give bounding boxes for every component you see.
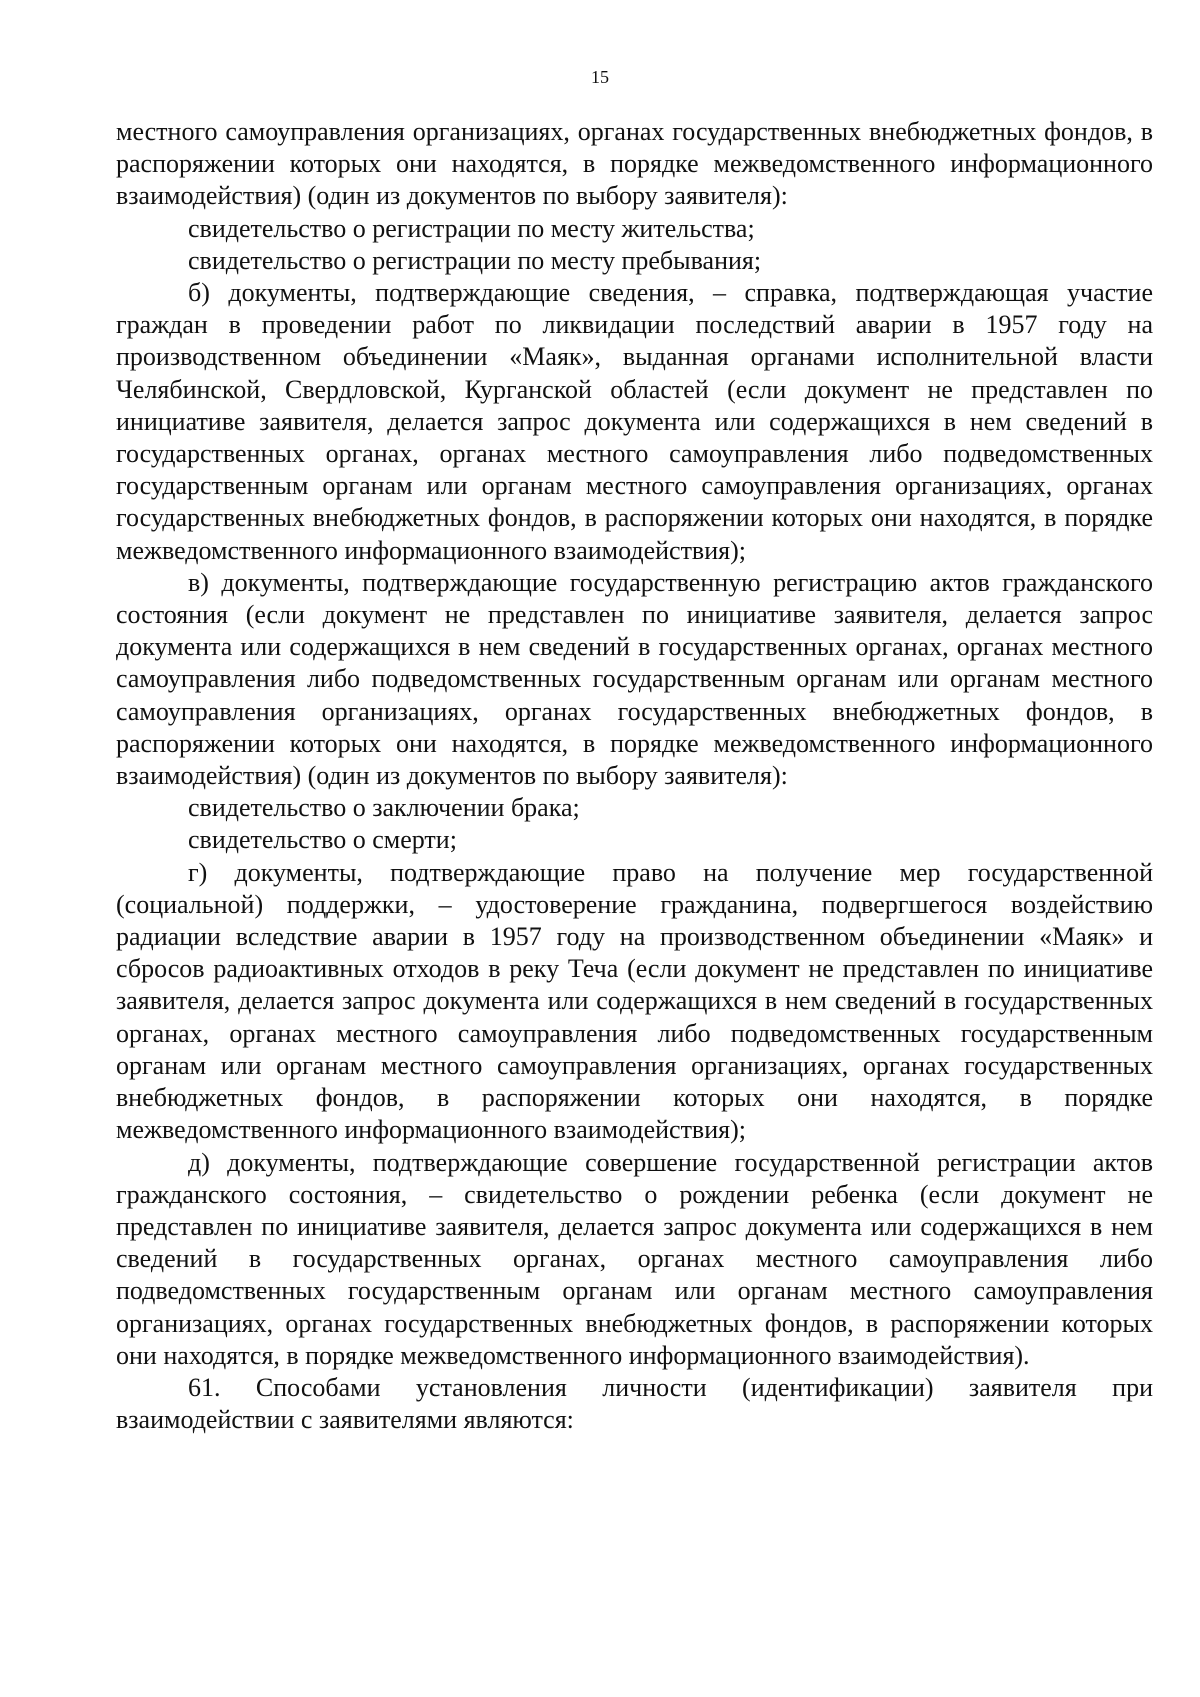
paragraph-item-d: д) документы, подтверждающие совершение государственной регистрации актов гражданского состояния, – свидетельство о рождении ребенка (если документ не представлен по инициативе заявителя, делается запрос документа или содержащихся в нем сведений в государственных органах, органах местного самоуправления либо подведомственных государственным органам или органам местного самоуправления организациях, органах государственных внебюджетных фондов, в распоряжении которых они находятся, в порядке межведомственного информационного взаимодействия).	[116, 1147, 1153, 1370]
paragraph-clause-61: 61. Способами установления личности (идентификации) заявителя при взаимодействии с заявителями являются:	[116, 1372, 1153, 1435]
document-body	[116, 116, 1153, 1436]
list-item-residence-registration: свидетельство о регистрации по месту жительства;	[188, 213, 755, 243]
paragraph-item-g: г) документы, подтверждающие право на получение мер государственной (социальной) поддержки, – удостоверение гражданина, подвергшегося воздействию радиации вследствие аварии в 1957 году на производственном объединении «Маяк» и сбросов радиоактивных отходов в реку Теча (если документ не представлен по инициативе заявителя, делается запрос документа или содержащихся в нем сведений в государственных органах, органах местного самоуправления либо подведомственных государственным органам или органам местного самоуправления организациях, органах государственных внебюджетных фондов, в распоряжении которых они находятся, в порядке межведомственного информационного взаимодействия);	[116, 857, 1153, 1145]
list-item-marriage-certificate: свидетельство о заключении брака;	[188, 793, 580, 823]
page-number: 15	[591, 67, 609, 87]
paragraph-item-b: б) документы, подтверждающие сведения, – справка, подтверждающая участие граждан в проведении работ по ликвидации последствий аварии в 1957 году на производственном объединении «Маяк», выданная органами исполнительной власти Челябинской, Свердловской, Курганской областей (если документ не представлен по инициативе заявителя, делается запрос документа или содержащихся в нем сведений в государственных органах, органах местного самоуправления либо подведомственных государственным органам или органам местного самоуправления организациях, органах государственных внебюджетных фондов, в распоряжении которых они находятся, в порядке межведомственного информационного взаимодействия);	[116, 278, 1153, 565]
list-item-stay-registration: свидетельство о регистрации по месту пребывания;	[188, 245, 762, 275]
paragraph-continuation: местного самоуправления организациях, органах государственных внебюджетных фондов, в распоряжении которых они находятся, в порядке межведомственного информационного взаимодействия) (один из документов по выбору заявителя):	[116, 117, 1153, 211]
paragraph-item-v: в) документы, подтверждающие государственную регистрацию актов гражданского состояния (если документ не представлен по инициативе заявителя, делается запрос документа или содержащихся в нем сведений в государственных органах, органах местного самоуправления либо подведомственных государственным органам или органам местного самоуправления организациях, органах государственных внебюджетных фондов, в распоряжении которых они находятся, в порядке межведомственного информационного взаимодействия) (один из документов по выбору заявителя):	[116, 567, 1153, 791]
list-item-death-certificate: свидетельство о смерти;	[188, 825, 457, 855]
